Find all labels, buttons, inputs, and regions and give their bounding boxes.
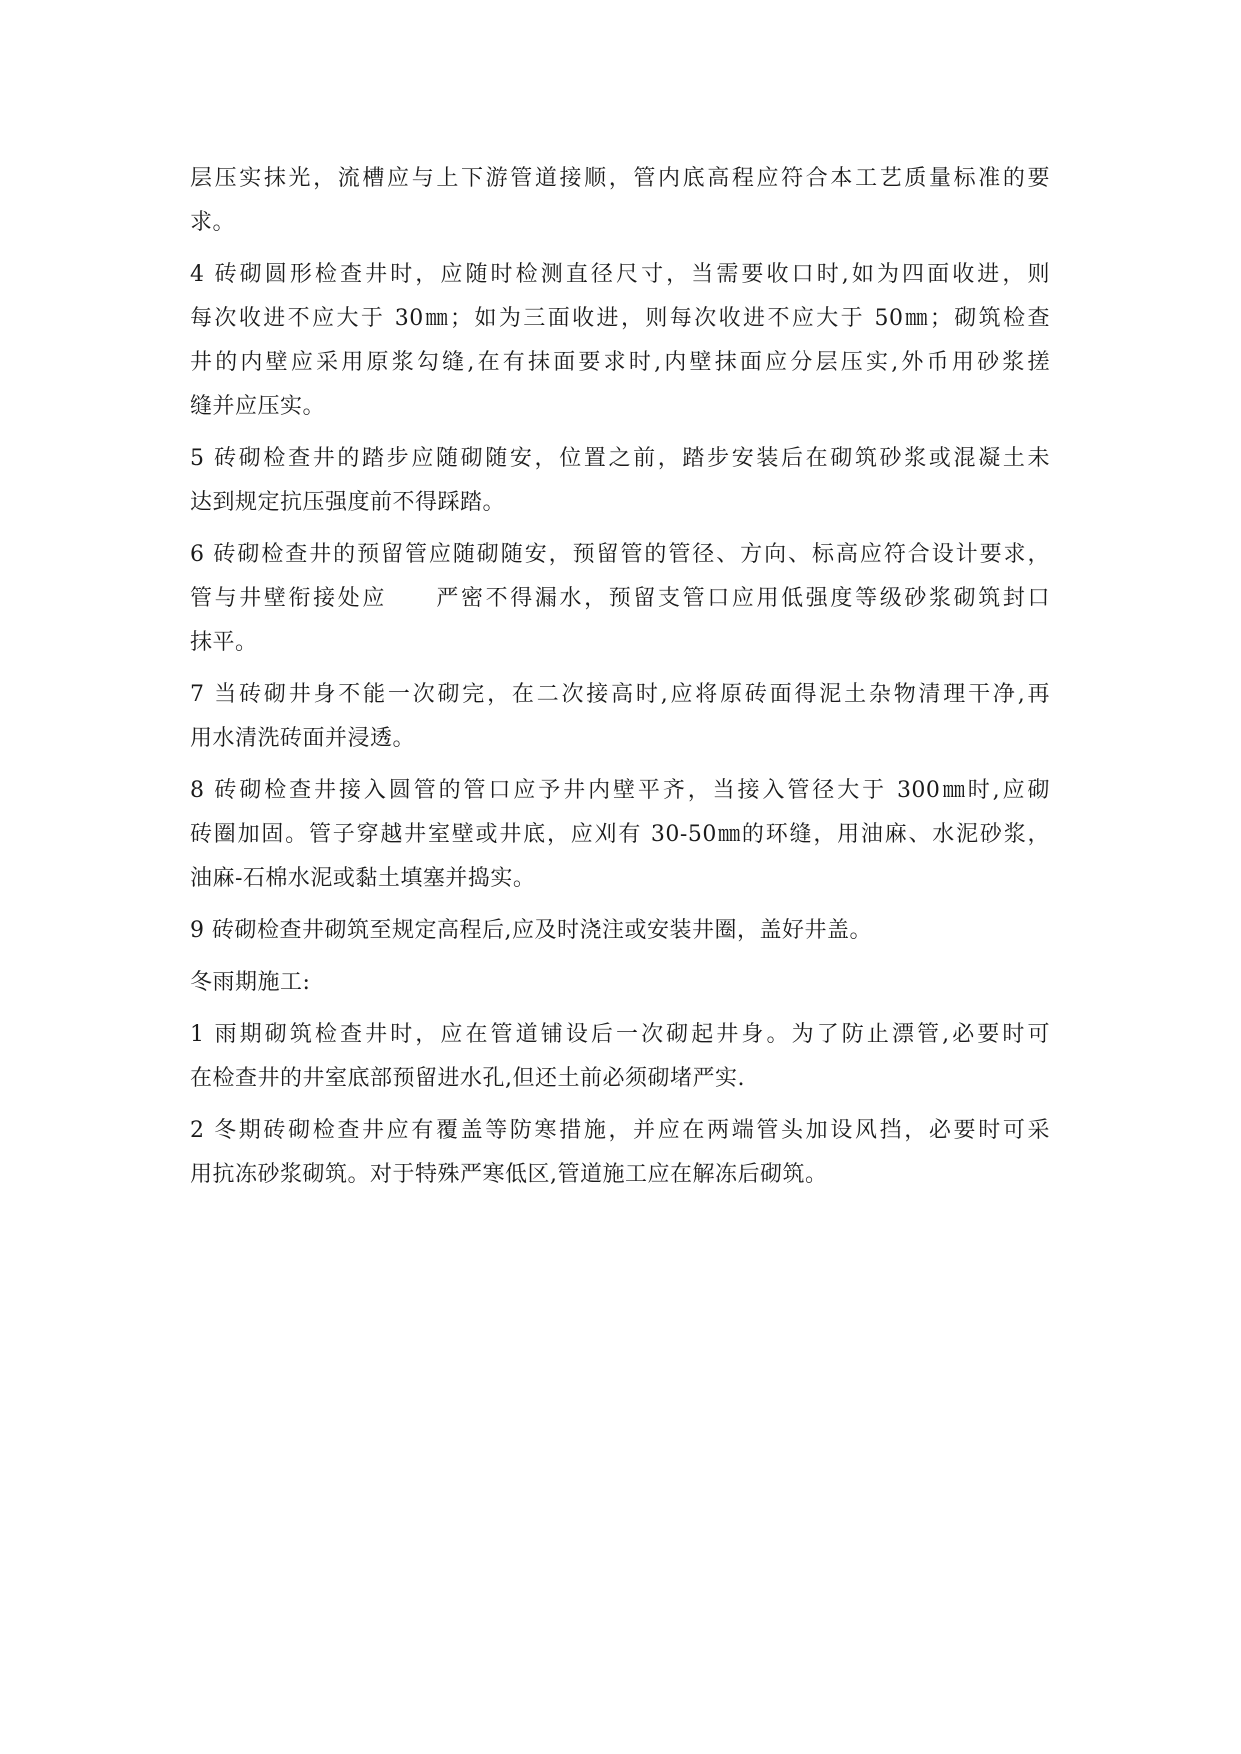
- text-line: 9 砖砌检查井砌筑至规定高程后,应及时浇注或安装井圈，盖好井盖。: [190, 918, 872, 943]
- text-line: 7 当砖砌井身不能一次砌完，在二次接高时,应将原砖面得泥土杂物清理干净,再: [190, 682, 1050, 707]
- paragraph: [190, 673, 1050, 761]
- text-line: 求。: [190, 210, 236, 235]
- text-line: 5 砖砌检查井的踏步应随砌随安，位置之前，踏步安装后在砌筑砂浆或混凝土未: [190, 446, 1050, 471]
- text-line: 达到规定抗压强度前不得踩踏。: [190, 490, 506, 515]
- text-line: 管与井壁衔接处应 严密不得漏水，预留支管口应用低强度等级砂浆砌筑封口: [190, 586, 1050, 611]
- text-line: 用抗冻砂浆砌筑。对于特殊严寒低区,管道施工应在解冻后砌筑。: [190, 1162, 828, 1187]
- text-line: 抹平。: [190, 630, 258, 655]
- paragraph: [190, 533, 1050, 665]
- paragraph: [190, 437, 1050, 525]
- text-line: 在检查井的井室底部预留进水孔,但还土前必须砌堵严实.: [190, 1066, 745, 1091]
- paragraph: [190, 253, 1050, 429]
- document-body: [190, 157, 1050, 1197]
- paragraph: [190, 1013, 1050, 1101]
- text-line: 冬雨期施工:: [190, 970, 311, 995]
- text-line: 每次收进不应大于 30㎜；如为三面收进，则每次收进不应大于 50㎜；砌筑检查: [190, 306, 1050, 331]
- text-line: 4 砖砌圆形检查井时，应随时检测直径尺寸，当需要收口时,如为四面收进，则: [190, 262, 1050, 287]
- text-line: 缝并应压实。: [190, 394, 326, 419]
- section-heading: [190, 961, 1050, 1005]
- paragraph: [190, 1109, 1050, 1197]
- text-line: 砖圈加固。管子穿越井室壁或井底，应刈有 30-50㎜的环缝，用油麻、水泥砂浆，: [190, 822, 1050, 847]
- text-line: 8 砖砌检查井接入圆管的管口应予井内壁平齐，当接入管径大于 300㎜时,应砌: [190, 778, 1050, 803]
- paragraph: [190, 157, 1050, 245]
- text-line: 层压实抹光，流槽应与上下游管道接顺，管内底高程应符合本工艺质量标准的要: [190, 166, 1050, 191]
- paragraph: [190, 769, 1050, 901]
- text-line: 1 雨期砌筑检查井时，应在管道铺设后一次砌起井身。为了防止漂管,必要时可: [190, 1022, 1050, 1047]
- text-line: 用水清洗砖面并浸透。: [190, 726, 416, 751]
- text-line: 油麻-石棉水泥或黏土填塞并捣实。: [190, 866, 536, 891]
- text-line: 2 冬期砖砌检查井应有覆盖等防寒措施，并应在两端管头加设风挡，必要时可采: [190, 1118, 1050, 1143]
- paragraph: [190, 909, 1050, 953]
- text-line: 井的内壁应采用原浆勾缝,在有抹面要求时,内壁抹面应分层压实,外币用砂浆搓: [190, 350, 1050, 375]
- text-line: 6 砖砌检查井的预留管应随砌随安，预留管的管径、方向、标高应符合设计要求，: [190, 542, 1050, 567]
